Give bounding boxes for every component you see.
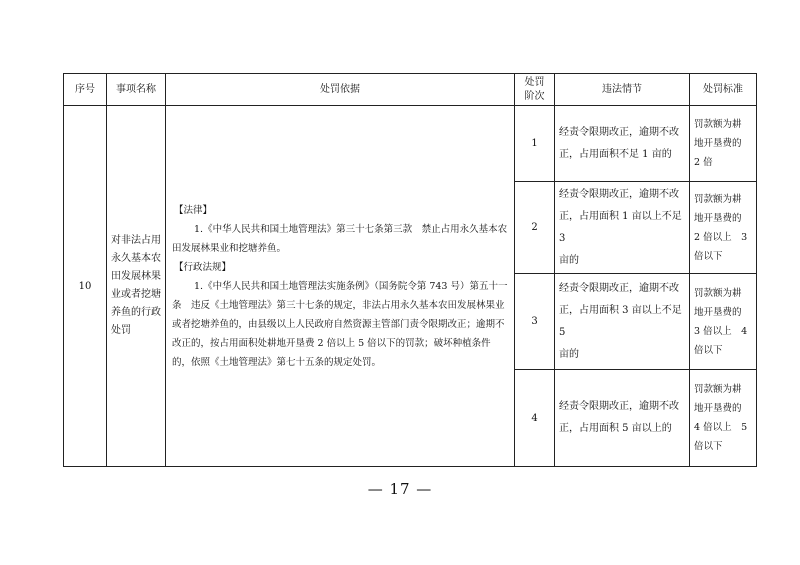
circumstance-line: 经责令限期改正，逾期不改 bbox=[559, 282, 679, 294]
header-times-line-2: 阶次 bbox=[524, 90, 545, 102]
circumstance-line: 正，占用面积 3 亩以上不足 5 bbox=[559, 304, 682, 338]
tier-times: 1 bbox=[515, 106, 555, 182]
tier-standard bbox=[690, 274, 757, 370]
table-row bbox=[64, 106, 757, 182]
standard-line: 罚款额为耕 bbox=[694, 287, 742, 299]
tier-times: 3 bbox=[515, 274, 555, 370]
circumstance-line: 亩的 bbox=[559, 254, 579, 266]
circumstance-line: 亩的 bbox=[559, 348, 579, 360]
penalty-table bbox=[63, 73, 757, 467]
page-number: — 17 — bbox=[367, 480, 433, 498]
table-header-row bbox=[64, 74, 757, 106]
law-label: 【法律】 bbox=[174, 204, 213, 216]
standard-line: 罚款额为耕 bbox=[694, 119, 742, 130]
tier-times: 4 bbox=[515, 370, 555, 467]
standard-line: 4 倍以上 5 bbox=[694, 422, 748, 433]
item-name-line: 永久基本农 bbox=[111, 253, 161, 264]
circumstance-line: 正，占用面积 1 亩以上不足 3 bbox=[559, 210, 682, 244]
tier-standard bbox=[690, 370, 757, 467]
standard-line: 地开垦费的 bbox=[694, 306, 742, 318]
standard-line: 地开垦费的 bbox=[694, 212, 742, 224]
row-item-name bbox=[107, 106, 166, 467]
header-seq: 序号 bbox=[64, 74, 107, 106]
standard-line: 倍以下 bbox=[694, 250, 723, 262]
standard-line: 罚款额为耕 bbox=[694, 193, 742, 205]
tier-circumstance bbox=[555, 274, 690, 370]
item-name-line: 处罚 bbox=[111, 325, 131, 336]
header-times-line-1: 处罚 bbox=[524, 76, 545, 88]
standard-line: 倍以下 bbox=[694, 441, 723, 452]
item-name-line: 对非法占用 bbox=[111, 235, 161, 246]
tier-circumstance bbox=[555, 106, 690, 182]
circumstance-line: 经责令限期改正，逾期不改 bbox=[559, 126, 679, 138]
tier-standard bbox=[690, 106, 757, 182]
row-basis bbox=[166, 106, 515, 467]
tier-circumstance bbox=[555, 182, 690, 274]
tier-standard bbox=[690, 182, 757, 274]
tier-times: 2 bbox=[515, 182, 555, 274]
circumstance-line: 经责令限期改正，逾期不改 bbox=[559, 188, 679, 200]
standard-line: 罚款额为耕 bbox=[694, 384, 742, 395]
standard-line: 2 倍以上 3 bbox=[694, 231, 748, 243]
standard-line: 地开垦费的 bbox=[694, 403, 742, 414]
standard-line: 倍以下 bbox=[694, 344, 723, 356]
tier-circumstance bbox=[555, 370, 690, 467]
law-text: 1.《中华人民共和国土地管理法》第三十七条第三款 禁止占用永久基本农田发展林果业和挖塘养鱼。 bbox=[172, 223, 508, 254]
regulation-text: 1.《中华人民共和国土地管理法实施条例》（国务院令第 743 号）第五十一条 违反《土地管理法》第三十七条的规定，非法占用永久基本农田发展林果业或者挖塘养鱼的，由县级以上人民政府自然资源主管部门责令限期改正；逾期不改正的，按占用面积处耕地开垦费 2 倍以上 5 倍以下的罚款；破坏种植条件的，依照《土地管理法》第七十五条的规定处罚。 bbox=[172, 280, 508, 368]
header-standard: 处罚标准 bbox=[690, 74, 757, 106]
header-item-name: 事项名称 bbox=[107, 74, 166, 106]
standard-line: 地开垦费的 bbox=[694, 138, 742, 149]
standard-line: 3 倍以上 4 bbox=[694, 325, 748, 337]
item-name-line: 业或者挖塘 bbox=[111, 289, 161, 300]
row-seq: 10 bbox=[64, 106, 107, 467]
header-times bbox=[515, 74, 555, 106]
header-circumstance: 违法情节 bbox=[555, 74, 690, 106]
circumstance-line: 正，占用面积不足 1 亩的 bbox=[559, 148, 672, 160]
header-basis: 处罚依据 bbox=[166, 74, 515, 106]
circumstance-line: 经责令限期改正，逾期不改 bbox=[559, 401, 679, 412]
item-name-line: 养鱼的行政 bbox=[111, 307, 161, 318]
regulation-label: 【行政法规】 bbox=[174, 261, 232, 273]
circumstance-line: 正，占用面积 5 亩以上的 bbox=[559, 423, 672, 434]
standard-line: 2 倍 bbox=[694, 157, 713, 168]
item-name-line: 田发展林果 bbox=[111, 271, 161, 282]
